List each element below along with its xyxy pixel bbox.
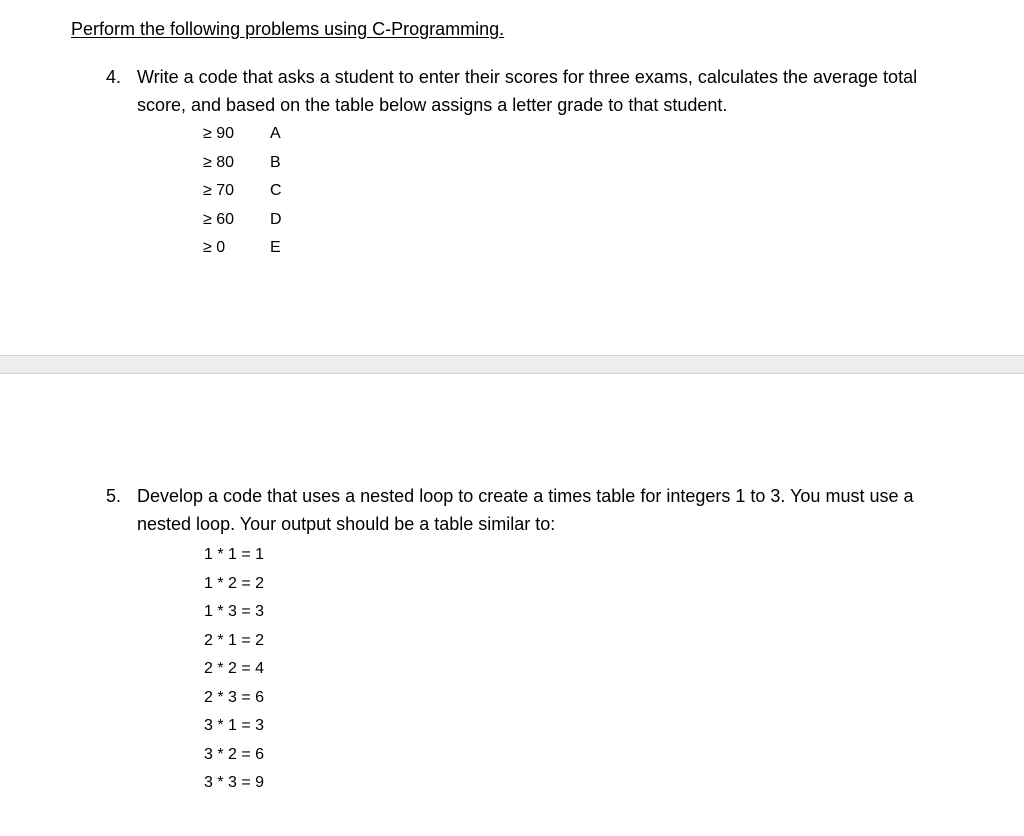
grade-threshold: ≥ 60 [203,210,235,228]
problem-4-text: Write a code that asks a student to enter their scores for three exams, calculates the average total score, and based on the table below assigns a letter grade to that student. [137,67,918,115]
document-page-2 [0,374,1024,836]
grade-threshold: ≥ 0 [203,239,226,256]
times-table-row: 3 * 1 = 3 [204,717,265,734]
times-table-row: 2 * 2 = 4 [204,660,265,677]
times-table-row: 2 * 1 = 2 [204,631,265,649]
page-break-divider [0,355,1024,374]
problem-5-text: Develop a code that uses a nested loop to create a times table for integers 1 to 3. You must use a nested loop. Your output should be a table similar to: [137,486,914,534]
times-table-row: 1 * 1 = 1 [204,546,265,563]
problem-5-number: 5. [106,486,122,506]
grade-letter: A [270,125,281,142]
grade-threshold: ≥ 80 [203,153,235,171]
times-table-row: 2 * 3 = 6 [204,688,265,706]
times-table-row: 1 * 2 = 2 [204,574,265,592]
times-table-row: 1 * 3 = 3 [204,603,265,620]
times-table-row: 3 * 2 = 6 [204,745,265,763]
times-table [204,541,264,798]
grade-letter: B [270,153,281,171]
grade-letter: C [270,182,282,199]
page-heading: Perform the following problems using C-Programming. [71,19,505,39]
grade-letter: D [270,210,282,228]
grade-threshold: ≥ 70 [203,182,235,199]
grade-letter: E [270,239,281,256]
times-table-row: 3 * 3 = 9 [204,774,265,791]
problem-4-number: 4. [106,67,122,87]
document-page-1 [0,0,1024,355]
grade-threshold: ≥ 90 [203,125,235,142]
